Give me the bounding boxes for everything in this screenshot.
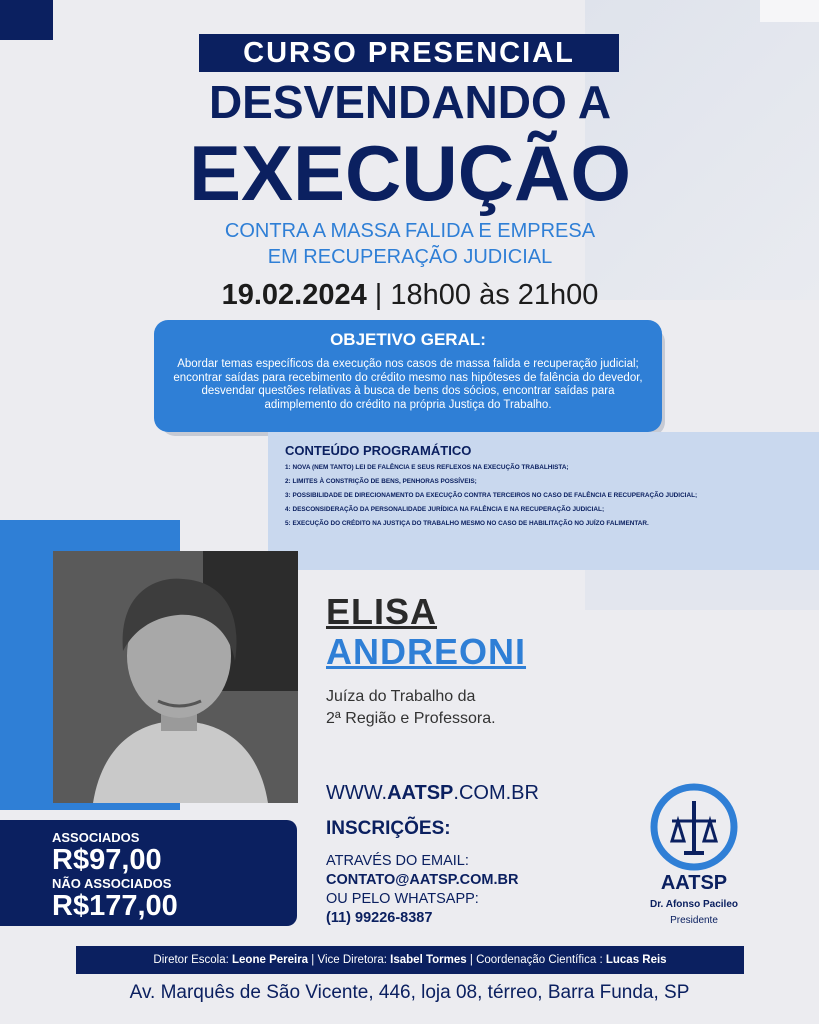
- speaker-role-line-2: 2ª Região e Professora.: [326, 710, 496, 727]
- aatsp-logo: [650, 783, 738, 871]
- website-suffix: .COM.BR: [453, 782, 539, 804]
- vice-label: Vice Diretora:: [317, 954, 387, 966]
- registration-email[interactable]: CONTATO@AATSP.COM.BR: [326, 872, 519, 888]
- speaker-role-line-1: Juíza do Trabalho da: [326, 688, 476, 705]
- address: Av. Marquês de São Vicente, 446, loja 08, térreo, Barra Funda, SP: [129, 982, 690, 1003]
- registration-email-label: ATRAVÉS DO EMAIL:: [326, 853, 469, 869]
- pricing-members: [52, 830, 162, 875]
- subtitle: [150, 218, 670, 270]
- members-label: ASSOCIADOS: [52, 830, 140, 845]
- subtitle-line-1: CONTRA A MASSA FALIDA E EMPRESA: [224, 220, 596, 242]
- staff-bar: [76, 946, 744, 974]
- speaker-first-name: ELISA: [326, 591, 438, 632]
- program-item: 2: LIMITES À CONSTRIÇÃO DE BENS, PENHORAS POSSÍVEIS;: [285, 478, 477, 485]
- date-time: [150, 278, 670, 312]
- speaker-portrait-illustration: [53, 551, 298, 803]
- director-name: Leone Pereira: [232, 954, 309, 966]
- registration-title: INSCRIÇÕES:: [326, 818, 451, 839]
- program-item: 3: POSSIBILIDADE DE DIRECIONAMENTO DA EXECUÇÃO CONTRA TERCEIROS NO CASO DE FALÊNCIA E RECUPERAÇÃO JUDICIAL;: [285, 492, 698, 499]
- event-time: 18h00 às 21h00: [390, 279, 599, 311]
- speaker-last-name: ANDREONI: [326, 631, 527, 672]
- program-item: 1: NOVA (NEM TANTO) LEI DE FALÊNCIA E SEUS REFLEXOS NA EXECUÇÃO TRABALHISTA;: [285, 464, 569, 471]
- scales-of-justice-icon: [650, 783, 738, 871]
- date-separator: |: [374, 279, 383, 311]
- website-domain: AATSP: [387, 782, 454, 804]
- staff-separator: |: [469, 954, 473, 966]
- title-line-2: EXECUÇÃO: [188, 129, 632, 217]
- objective-title: OBJETIVO GERAL:: [330, 330, 486, 349]
- registration-phone[interactable]: (11) 99226-8387: [326, 910, 433, 926]
- background-shape-light: [760, 0, 819, 22]
- pricing-nonmembers: [52, 876, 178, 921]
- program-list: [285, 464, 715, 534]
- members-price: R$97,00: [52, 844, 162, 876]
- speaker-role: [326, 686, 496, 730]
- registration-whatsapp-label: OU PELO WHATSAPP:: [326, 891, 479, 907]
- objective-text: Abordar temas específicos da execução nos casos de massa falida e recuperação judicial; encontrar saídas para recebimento do crédito mesmo nas hipóteses de falência do devedor, desvendar questões relativas à busca de bens dos sócios, encontrar saídas para adimplemento do crédito na própria Justiça do Trabalho.: [173, 358, 643, 411]
- president-name: Dr. Afonso Pacileo: [650, 899, 738, 910]
- president-role: Presidente: [670, 915, 718, 926]
- program-item: 4: DESCONSIDERAÇÃO DA PERSONALIDADE JURÍDICA NA FALÊNCIA E NA RECUPERAÇÃO JUDICIAL;: [285, 506, 605, 513]
- nonmembers-price: R$177,00: [52, 890, 178, 922]
- event-date: 19.02.2024: [221, 279, 367, 311]
- nonmembers-label: NÃO ASSOCIADOS: [52, 876, 172, 891]
- staff-separator: |: [311, 954, 315, 966]
- pricing-box: [0, 820, 297, 926]
- speaker-photo: [53, 551, 298, 803]
- coord-name: Lucas Reis: [605, 954, 667, 966]
- logo-name: AATSP: [660, 872, 728, 894]
- director-label: Diretor Escola:: [153, 954, 229, 966]
- registration-info: [326, 852, 518, 928]
- objective-box: [154, 320, 662, 432]
- vice-name: Isabel Tormes: [390, 954, 467, 966]
- subtitle-line-2: EM RECUPERAÇÃO JUDICIAL: [267, 246, 553, 268]
- coord-label: Coordenação Científica :: [476, 954, 603, 966]
- website-link[interactable]: [326, 782, 539, 805]
- corner-decoration: [0, 0, 53, 40]
- program-item: 5: EXECUÇÃO DO CRÉDITO NA JUSTIÇA DO TRABALHO MESMO NO CASO DE HABILITAÇÃO NO JUÍZO FALIMENTAR.: [285, 520, 649, 527]
- course-type-badge: CURSO PRESENCIAL: [199, 34, 619, 72]
- title-line-1: DESVENDANDO A: [208, 76, 612, 128]
- website-prefix: WWW.: [326, 782, 388, 804]
- program-title: CONTEÚDO PROGRAMÁTICO: [285, 443, 472, 458]
